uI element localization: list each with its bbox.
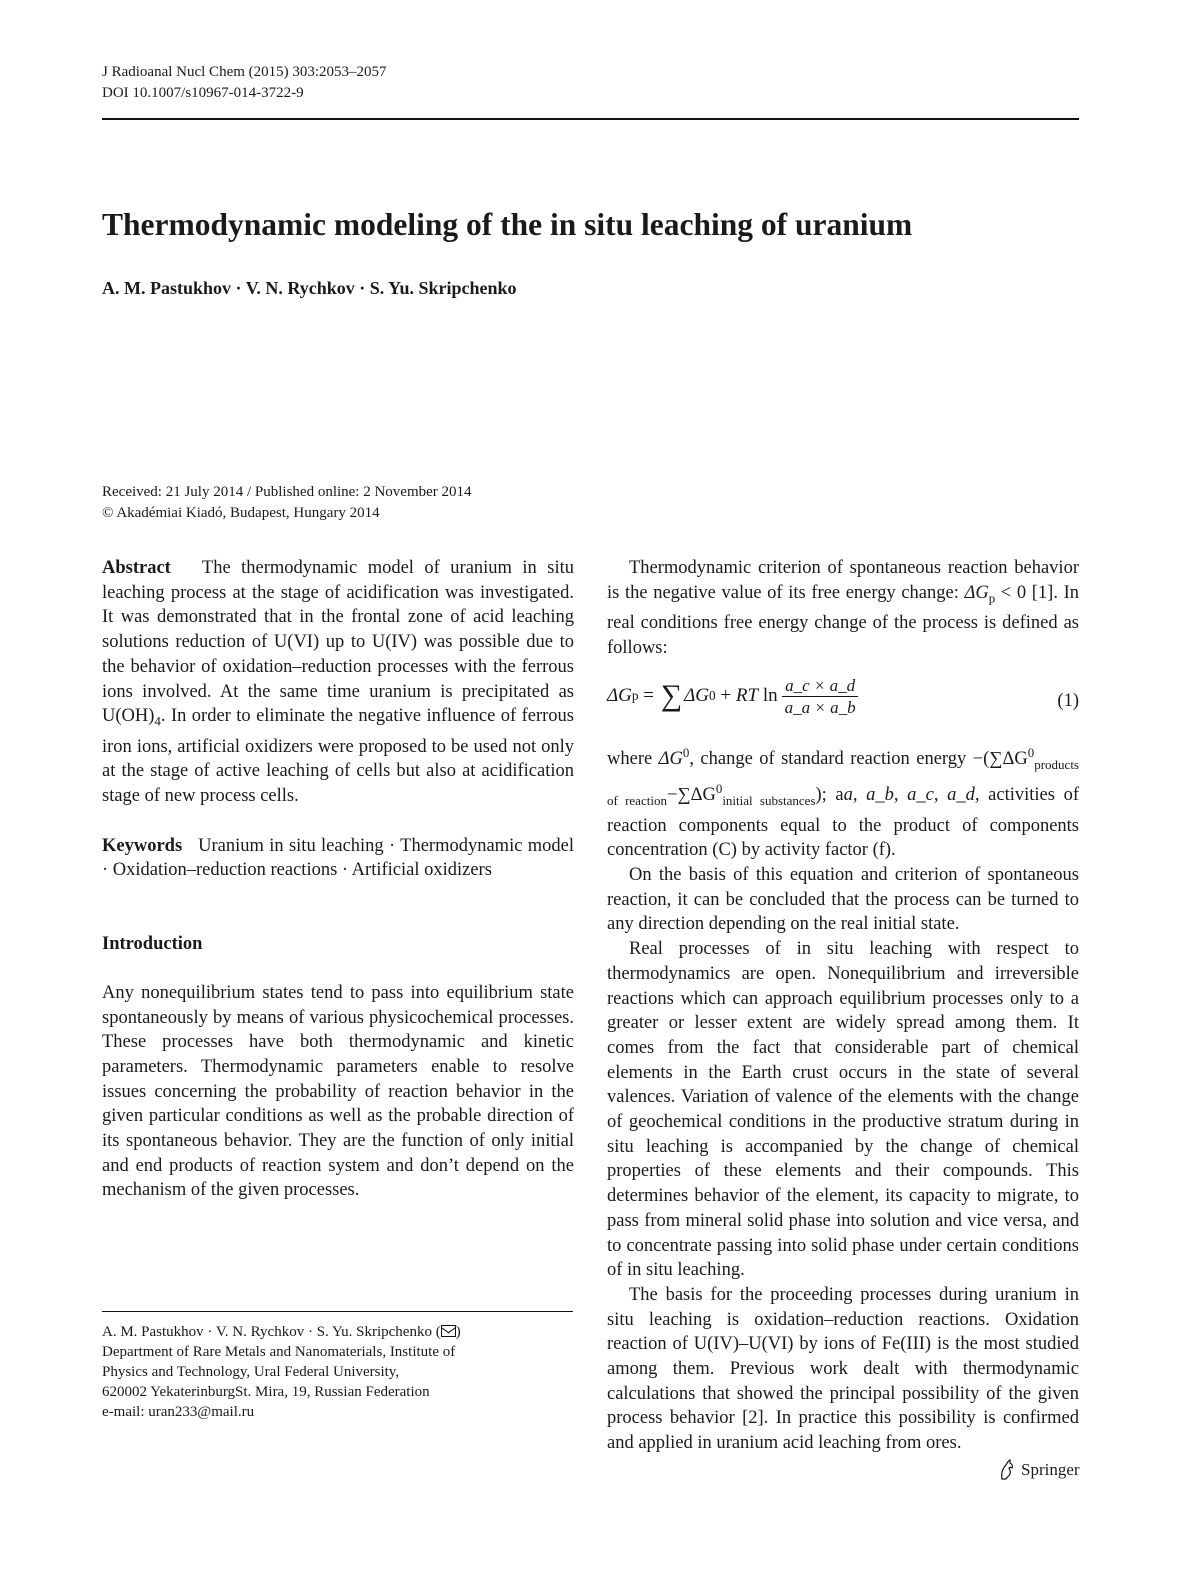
publication-dates: [102, 482, 472, 523]
citation-link-1[interactable]: 1: [1037, 582, 1048, 603]
author-list: A. M. Pastukhov · V. N. Rychkov · S. Yu. Skripchenko: [102, 278, 517, 298]
footnote-rule: [102, 1311, 573, 1312]
doi[interactable]: DOI 10.1007/s10967-014-3722-9: [102, 85, 304, 101]
equation-where-clause: where $\Delta G^0$, change of standard reaction energy $-(\sum\Delta G^0_{products of reaction}-\sum\Delta G^0_{initial substances})$; aa, a_b, a_c, a_d, activities of reaction components equal to the product of components concentration (C) by activity factor (f).: [607, 744, 1079, 861]
journal-header: [102, 62, 387, 104]
footnote-address: 620002 YekaterinburgSt. Mira, 19, Russian Federation: [102, 1384, 430, 1400]
envelope-icon[interactable]: [441, 1325, 456, 1337]
keywords: [102, 834, 574, 883]
right-column: [607, 556, 1079, 1456]
received-line: Received: 21 July 2014 / Published online: 2 November 2014: [102, 484, 472, 500]
criterion-paragraph: Thermodynamic criterion of spontaneous reaction behavior is the negative value of its free energy change: $\Delta G_p < 0$ [1]. In real conditions free energy change of the process is defined as follows:: [607, 558, 1079, 658]
abstract-label: Abstract: [102, 558, 171, 578]
author-affiliation-footnote: [102, 1322, 577, 1422]
citation-link-2[interactable]: 2: [748, 1408, 758, 1429]
article-title: Thermodynamic modeling of the in situ leaching of uranium: [102, 207, 913, 242]
copyright-line: © Akadémiai Kiadó, Budapest, Hungary 2014: [102, 504, 380, 521]
equation-1: [607, 667, 1079, 741]
introduction-paragraph: Any nonequilibrium states tend to pass into equilibrium state spontaneously by means of various physicochemical processes. These processes have both thermodynamic and kinetic parameters. Thermodynamic parameters enable to resolve issues concerning the probability of reaction behavior in the given particular conditions as well as the probable direction of its spontaneous behavior. They are the function of only initial and end products of reaction system and don’t depend on the mechanism of the given processes.: [102, 982, 574, 1201]
keywords-text: Uranium in situ leaching · Thermodynamic model · Oxidation–reduction reactions · Artificial oxidizers: [102, 835, 574, 881]
footnote-authors: A. M. Pastukhov · V. N. Rychkov · S. Yu. Skripchenko ( ): [102, 1324, 461, 1340]
equation-fraction: [782, 675, 859, 718]
publisher-name: Springer: [1021, 1460, 1080, 1479]
header-rule: [102, 118, 1079, 120]
fraction-denominator: a_a × a_b: [784, 697, 856, 717]
footnote-university: Physics and Technology, Ural Federal University,: [102, 1364, 400, 1380]
oxidation-reduction-paragraph: The basis for the proceeding processes during uranium in situ leaching is oxidation–reduction reactions. Oxidation reaction of U(IV)–U(VI) by ions of Fe(III) is the most studied among them. Previous work dealt with thermodynamic calculations that showed the principal possibility of the given process behavior [2]. In practice this possibility is confirmed and applied in uranium acid leaching from ores.: [607, 1284, 1079, 1454]
equation-number: (1): [1057, 690, 1079, 711]
abstract-text-1: The thermodynamic model of uranium in situ leaching process at the stage of acidification was investigated. It was demonstrated that in the frontal zone of acid leaching solutions reduction of U(VI) up to U(IV) was possible due to the behavior of oxidation–reduction processes with the ferrous ions involved. At the same time uranium is precipitated as U(OH): [102, 558, 574, 727]
sum-symbol: ∑: [660, 679, 683, 712]
springer-horse-icon: [998, 1459, 1016, 1481]
section-heading-introduction: Introduction: [102, 934, 203, 955]
real-processes-paragraph: Real processes of in situ leaching with respect to thermodynamics are open. Nonequilibrium and irreversible reactions which can approach equilibrium processes only to a greater or lesser extent are widely spread among them. It comes from the fact that considerable part of chemical elements in the Earth crust occurs in the state of several valences. Variation of valence of the elements with the change of geochemical conditions in the productive stratum during in situ leaching is accompanied by the change of chemical properties of these elements and their compounds. This determines behavior of the element, its capacity to migrate, to pass from mineral solid phase into solution and vice versa, and to concentrate passing into solid phase under certain conditions of in situ leaching.: [607, 939, 1079, 1281]
publisher-logo: [998, 1459, 1080, 1481]
abstract: [102, 556, 574, 809]
spontaneous-reaction-paragraph: On the basis of this equation and criterion of spontaneous reaction, it can be concluded that the process can be turned to any direction depending on the real initial state.: [607, 865, 1079, 935]
abstract-subscript: 4: [154, 713, 161, 729]
journal-citation: J Radioanal Nucl Chem (2015) 303:2053–2057: [102, 64, 387, 80]
left-column: [102, 556, 574, 1203]
footnote-email[interactable]: e-mail: uran233@mail.ru: [102, 1404, 255, 1420]
abstract-text-2: . In order to eliminate the negative influence of ferrous iron ions, artificial oxidizers were proposed to be used not only at the stage of active leaching of cells but also at acidification stage of new process cells.: [102, 706, 574, 807]
footnote-department: Department of Rare Metals and Nanomaterials, Institute of: [102, 1344, 456, 1360]
equation-body: ΔG p = ∑ ΔG 0 + RT ln $\frac{a\_c \times a\_d}{a\_a \times a\_b}$: [607, 675, 859, 718]
keywords-label: Keywords: [102, 835, 183, 856]
fraction-numerator: a_c × a_d: [782, 675, 858, 697]
